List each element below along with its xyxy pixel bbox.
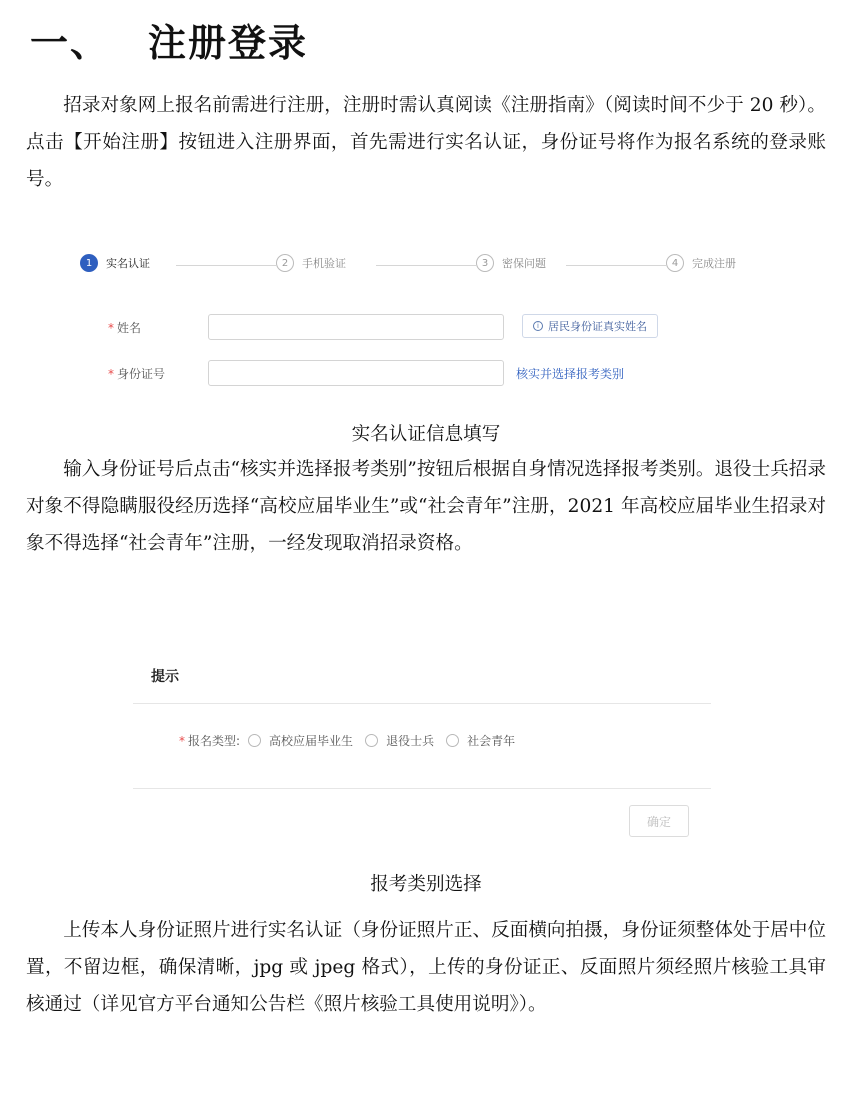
divider xyxy=(133,703,711,704)
step-connector xyxy=(176,265,276,266)
required-mark: * xyxy=(108,367,114,381)
verify-category-link[interactable]: 核实并选择报考类别 xyxy=(516,367,625,381)
radio-circle-icon xyxy=(365,734,378,747)
registration-form-screenshot xyxy=(60,242,800,402)
radio-circle-icon xyxy=(446,734,459,747)
radio-label: 退役士兵 xyxy=(386,734,435,748)
caption-2: 报考类别选择 xyxy=(370,874,482,895)
name-hint xyxy=(522,314,658,338)
heading-title: 注册登录 xyxy=(148,20,309,65)
id-label xyxy=(108,365,165,382)
paragraph-3: 上传本人身份证照片进行实名认证（身份证照片正、反面横向拍摄，身份证须整体处于居中位置，不留边框，确保清晰，jpg 或 jpeg 格式），上传的身份证正、反面照片须经照片核验工具审核通过（详见官方平台通知公告栏《照片核验工具使用说明》）。 xyxy=(26,920,826,1015)
radio-label: 高校应届毕业生 xyxy=(269,734,354,748)
section-heading xyxy=(30,12,308,67)
step-connector xyxy=(376,265,476,266)
step-number: 1 xyxy=(80,254,98,272)
caption-1: 实名认证信息填写 xyxy=(351,424,501,445)
step-security xyxy=(476,254,546,272)
category-label: 报名类型: xyxy=(188,734,241,748)
step-label: 完成注册 xyxy=(692,257,736,270)
step-connector xyxy=(566,265,666,266)
paragraph-2: 输入身份证号后点击“核实并选择报考类别”按钮后根据自身情况选择报考类别。退役士兵招录对象不得隐瞒服役经历选择“高校应届毕业生”或“社会青年”注册，2021 年高校应届毕业生招录对象不得选择“社会青年”注册，一经发现取消招录资格。 xyxy=(26,459,826,554)
radio-graduate[interactable] xyxy=(248,732,353,749)
paragraph-1: 招录对象网上报名前需进行注册，注册时需认真阅读《注册指南》（阅读时间不少于 20 秒）。点击【开始注册】按钮进入注册界面，首先需进行实名认证，身份证号将作为报名系统的登录账号。 xyxy=(26,95,826,190)
step-label: 密保问题 xyxy=(502,257,546,270)
step-label: 手机验证 xyxy=(302,257,346,270)
step-progress xyxy=(80,254,780,278)
id-label-text: 身份证号 xyxy=(117,367,166,381)
name-row xyxy=(60,314,800,340)
category-dialog-screenshot xyxy=(133,650,711,850)
id-number-input[interactable] xyxy=(208,360,504,386)
name-hint-text: 居民身份证真实姓名 xyxy=(548,320,647,333)
name-label-text: 姓名 xyxy=(117,321,142,335)
dialog-title: 提示 xyxy=(151,669,179,685)
radio-social-youth[interactable] xyxy=(446,732,515,749)
name-input[interactable] xyxy=(208,314,504,340)
step-number: 4 xyxy=(666,254,684,272)
heading-number: 一、 xyxy=(30,20,111,65)
radio-label: 社会青年 xyxy=(467,734,516,748)
radio-circle-icon xyxy=(248,734,261,747)
step-phone xyxy=(276,254,346,272)
required-mark: * xyxy=(179,733,185,748)
category-radio-group xyxy=(179,732,527,749)
step-number: 2 xyxy=(276,254,294,272)
step-number: 3 xyxy=(476,254,494,272)
step-complete xyxy=(666,254,736,272)
confirm-button[interactable]: 确定 xyxy=(629,805,689,837)
info-icon: i xyxy=(533,321,543,331)
step-real-name xyxy=(80,254,150,272)
name-label xyxy=(108,319,141,336)
radio-veteran[interactable] xyxy=(365,732,434,749)
required-mark: * xyxy=(108,321,114,335)
step-label: 实名认证 xyxy=(106,257,150,270)
divider xyxy=(133,788,711,789)
id-row xyxy=(60,360,800,386)
